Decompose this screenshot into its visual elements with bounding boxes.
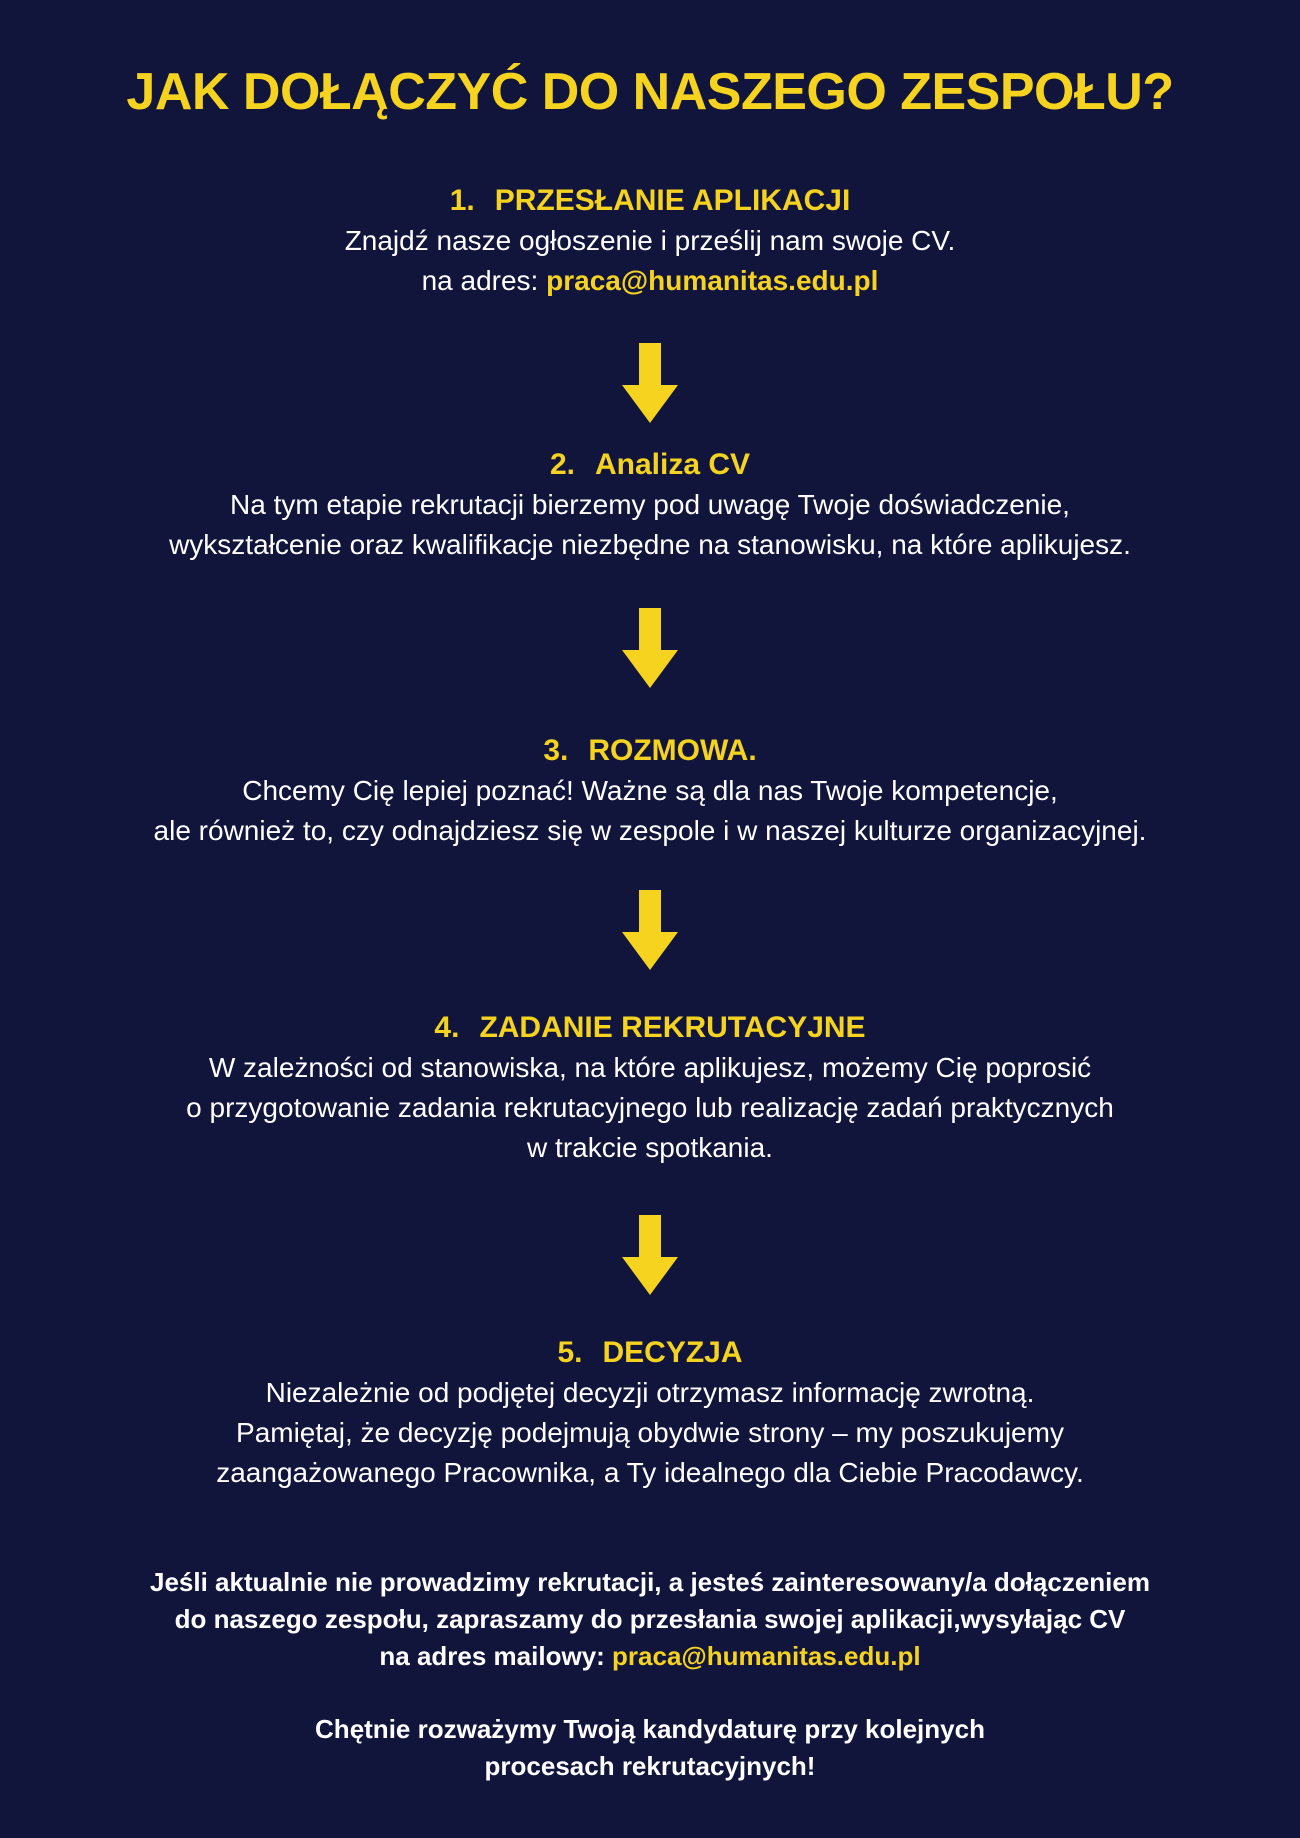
step-4-line-1: W zależności od stanowiska, na które aplikujesz, możemy Cię poprosić — [208, 1052, 1092, 1083]
step-1-heading — [0, 181, 1300, 221]
step-1-number: 1. — [449, 184, 475, 217]
step-3 — [0, 731, 1300, 851]
step-4 — [0, 1008, 1300, 1168]
step-5-line-3: zaangażowanego Pracownika, a Ty idealnego dla Ciebie Pracodawcy. — [216, 1457, 1084, 1488]
step-1-title: PRZESŁANIE APLIKACJI — [494, 184, 851, 217]
step-3-line-2: ale również to, czy odnajdziesz się w zespole i w naszej kulturze organizacyjnej. — [153, 815, 1147, 846]
step-5-number: 5. — [557, 1336, 583, 1369]
step-4-heading — [0, 1008, 1300, 1048]
step-4-number: 4. — [434, 1011, 460, 1044]
step-3-line-1: Chcemy Cię lepiej poznać! Ważne są dla nas Twoje kompetencje, — [242, 775, 1058, 806]
step-1-line-1: Znajdź nasze ogłoszenie i prześlij nam swoje CV. — [344, 225, 956, 256]
step-3-heading — [0, 731, 1300, 771]
step-2-line-1: Na tym etapie rekrutacji bierzemy pod uwagę Twoje doświadczenie, — [230, 489, 1070, 520]
step-5-heading — [0, 1333, 1300, 1373]
step-2-heading — [0, 445, 1300, 485]
footer-closing-line-1: Chętnie rozważymy Twoją kandydaturę przy kolejnych — [315, 1714, 985, 1744]
footer-line-1: Jeśli aktualnie nie prowadzimy rekrutacji, a jesteś zainteresowany/a dołączeniem — [150, 1567, 1150, 1597]
arrow-down-icon — [622, 343, 678, 423]
step-3-number: 3. — [543, 734, 569, 767]
arrow-down-icon — [622, 890, 678, 970]
step-5-title: DECYZJA — [602, 1336, 743, 1369]
step-5-line-2: Pamiętaj, że decyzję podejmują obydwie strony – my poszukujemy — [236, 1417, 1064, 1448]
arrow-down-icon — [622, 1215, 678, 1295]
footer-closing — [0, 1711, 1300, 1785]
step-4-line-2: o przygotowanie zadania rekrutacyjnego lub realizację zadań praktycznych — [186, 1092, 1114, 1123]
page-title: JAK DOŁĄCZYĆ DO NASZEGO ZESPOŁU? — [126, 63, 1174, 121]
footer-email-link[interactable]: praca@humanitas.edu.pl — [612, 1641, 921, 1671]
step-1-email-link[interactable]: praca@humanitas.edu.pl — [546, 265, 879, 296]
footer-line-2: do naszego zespołu, zapraszamy do przesłania swojej aplikacji,wysyłając CV — [174, 1604, 1126, 1634]
footer-address-line — [0, 1638, 1300, 1675]
step-1 — [0, 181, 1300, 301]
arrow-down-icon — [622, 608, 678, 688]
step-1-address-prefix: na adres: — [421, 265, 547, 296]
footer-closing-line-2: procesach rekrutacyjnych! — [484, 1751, 816, 1781]
step-3-title: ROZMOWA. — [588, 734, 757, 767]
step-2 — [0, 445, 1300, 565]
footer-address-prefix: na adres mailowy: — [379, 1641, 613, 1671]
step-4-title: ZADANIE REKRUTACYJNE — [479, 1011, 866, 1044]
step-1-address-line — [0, 261, 1300, 301]
footer-note — [0, 1564, 1300, 1675]
step-5-line-1: Niezależnie od podjętej decyzji otrzymasz informację zwrotną. — [265, 1377, 1035, 1408]
step-2-title: Analiza CV — [594, 448, 751, 481]
step-5 — [0, 1333, 1300, 1493]
step-4-line-3: w trakcie spotkania. — [527, 1132, 773, 1163]
step-2-number: 2. — [549, 448, 575, 481]
step-2-line-2: wykształcenie oraz kwalifikacje niezbędne na stanowisku, na które aplikujesz. — [169, 529, 1131, 560]
